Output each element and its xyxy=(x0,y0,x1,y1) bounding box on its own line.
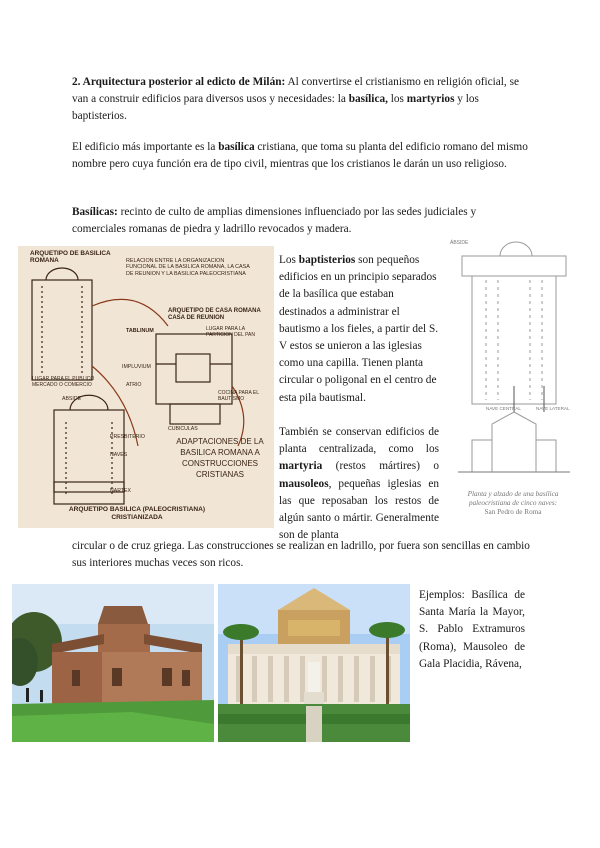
sketch-lugar-publico: LUGAR PARA EL PUBLICO MERCADO O COMERCIO xyxy=(32,376,95,388)
sketch-naves: NAVES xyxy=(110,452,128,458)
sketch-cocina: COCINA PARA EL BAUTISMO xyxy=(218,390,259,402)
sketch-arquetipo-cristianizada: ARQUETIPO BASILICA (PALEOCRISTIANA) CRISTIANIZADA xyxy=(68,506,206,521)
sketch-tablinum: TABLINUM xyxy=(126,328,154,334)
martyria-paragraph: También se conservan edificios de planta centralizada, como los martyria (restos mártires) o mausoleos, pequeñas iglesias en las que reposaban los restos de algún santo o mártir. Generalmente son de planta xyxy=(279,426,439,542)
martyria-continued: circular o de cruz griega. Las construcciones se realizan en ladrillo, por fuera son sencillas en cambio sus interiores muchas veces son ricos. xyxy=(72,540,530,570)
sketch-presbiterio: PRESBITERIO xyxy=(110,434,145,440)
plan-nave-lateral-label: NAVE LATERAL xyxy=(536,406,570,411)
photo-mausoleo xyxy=(12,584,214,742)
photo-san-pablo xyxy=(218,584,410,742)
photo-san-pablo-drawing xyxy=(218,584,410,742)
sketch-atrio: ATRIO xyxy=(126,382,142,388)
sketch-adaptaciones-title: ADAPTACIONES DE LA BASILICA ROMANA A CONSTRUCCIONES CRISTIANAS xyxy=(176,437,264,479)
intro-paragraph: 2. Arquitectura posterior al edicto de Milán: Al convertirse el cristianismo en religión oficial, se van a construir edificios para diversos usos y necesidades: la basílica, los martyrios y los baptisterios. xyxy=(72,76,519,123)
sketch-figure xyxy=(18,246,274,528)
sketch-title-casa-romana: ARQUETIPO DE CASA ROMANA CASA DE REUNION xyxy=(168,308,261,321)
plan-figure xyxy=(448,236,578,526)
plan-drawing xyxy=(448,236,578,526)
basilicas-definition: Basílicas: recinto de culto de amplias dimensiones influenciado por las sedes judiciales y comerciales romanas de piedra y ladrillo revocados y madera. xyxy=(72,206,477,236)
baptisterios-paragraph: Los baptisterios son pequeños edificios en un principio separados de la basílica que estaban destinados a administrar el bautismo a los fieles, a partir del S. V estos se unieron a las iglesias como una capilla. Tienen planta circular o poligonal en el centro de esta pila bautismal. xyxy=(279,254,439,404)
sketch-nartex: NARTEX xyxy=(110,488,131,494)
plan-caption: Planta y alzado de una basílica paleocristiana de cinco naves: San Pedro de Roma xyxy=(467,490,559,516)
photo-mausoleo-drawing xyxy=(12,584,214,742)
sketch-particion: LUGAR PARA LA PARTICION DEL PAN xyxy=(206,326,255,338)
sketch-impluvium: IMPLUVIUM xyxy=(122,364,151,370)
examples-paragraph: Ejemplos: Basílica de Santa María la Mayor, S. Pablo Extramuros (Roma), Mausoleo de Gala Placidia, Rávena, xyxy=(419,589,525,670)
sketch-abside: ABSIDE xyxy=(62,396,82,402)
plan-abside-label: ÁBSIDE xyxy=(450,240,469,246)
plan-nave-central-label: NAVE CENTRAL xyxy=(486,406,521,411)
basilica-paragraph: El edificio más importante es la basílica cristiana, que toma su planta del edificio romano del mismo nombre pero cuya función era de tipo civil, mientras que los cristianos le darán un uso religioso. xyxy=(72,141,528,171)
sketch-title-basilica-romana: ARQUETIPO DE BASILICA ROMANA xyxy=(30,250,111,264)
section-heading: 2. Arquitectura posterior al edicto de Milán: xyxy=(72,76,286,88)
sketch-cubiculas: CUBICULAS xyxy=(168,426,198,432)
sketch-relation-text: RELACION ENTRE LA ORGANIZACION FUNCIONAL DE LA BASILICA ROMANA, LA CASA DE REUNION Y LA BASILICA PALEOCRISTIANA xyxy=(126,258,250,277)
